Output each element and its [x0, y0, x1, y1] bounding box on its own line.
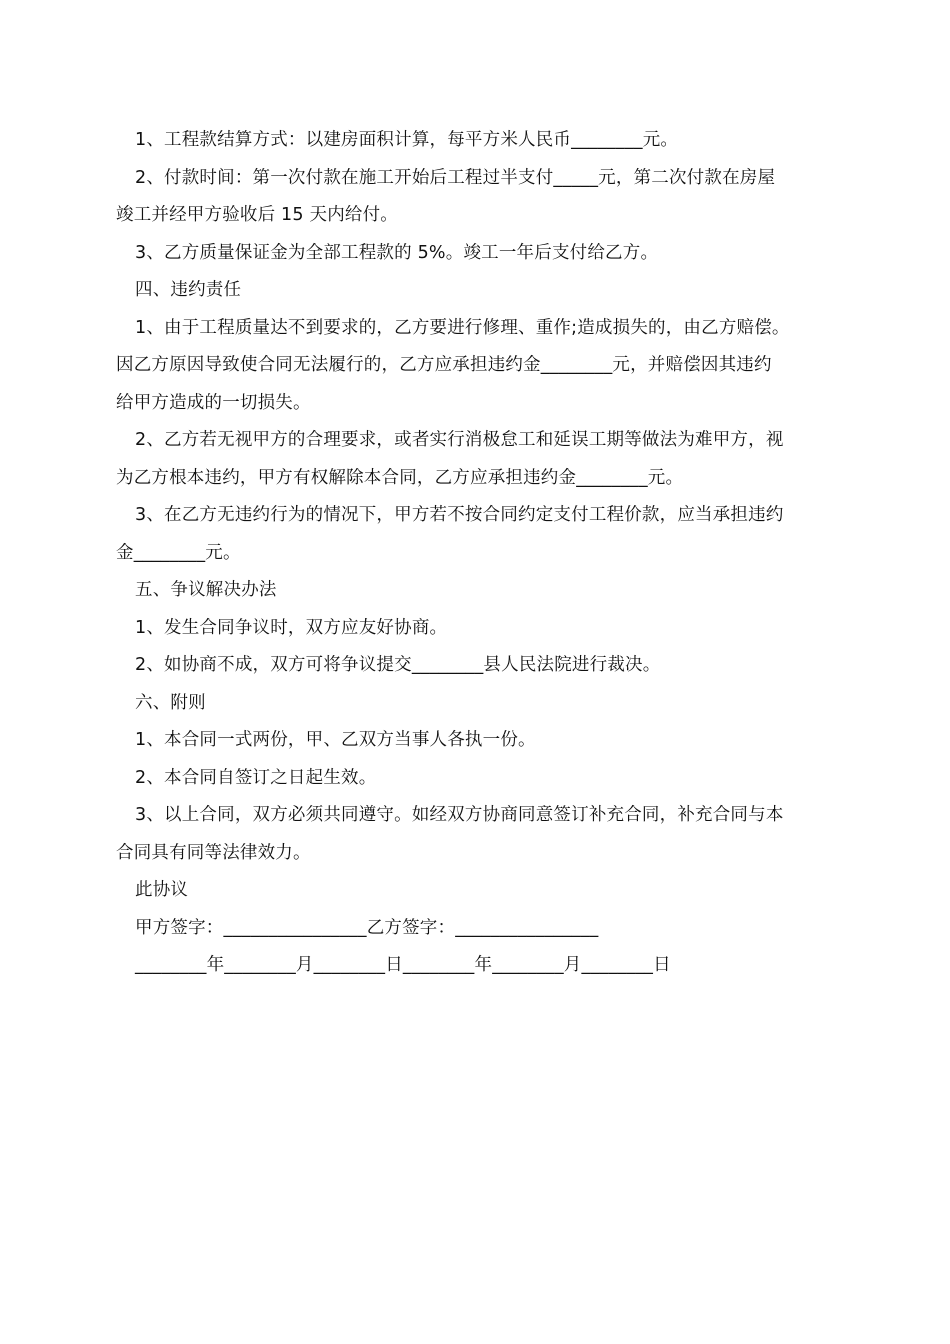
clause-supplementary-1: 1、本合同一式两份，甲、乙双方当事人各执一份。: [135, 730, 536, 750]
clause-payment-time-cont: 竣工并经甲方验收后 15 天内给付。: [116, 205, 398, 225]
clause-liability-1: 1、由于工程质量达不到要求的，乙方要进行修理、重作;造成损失的，由乙方赔偿。: [135, 317, 790, 338]
date-line: ________年________月________日________年________月________日: [135, 955, 671, 975]
clause-payment-method: 1、工程款结算方式：以建房面积计算，每平方米人民币________元。: [135, 130, 679, 150]
clause-supplementary-3: 3、以上合同，双方必须共同遵守。如经双方协商同意签订补充合同，补充合同与本: [135, 805, 784, 825]
clause-payment-time: 2、付款时间：第一次付款在施工开始后工程过半支付_____元，第二次付款在房屋: [135, 167, 776, 188]
clause-liability-3: 3、在乙方无违约行为的情况下，甲方若不按合同约定支付工程价款，应当承担违约: [135, 505, 784, 525]
clause-liability-2: 2、乙方若无视甲方的合理要求，或者实行消极怠工和延误工期等做法为难甲方，视: [135, 430, 784, 450]
clause-liability-1-cont: 因乙方原因导致使合同无法履行的，乙方应承担违约金________元，并赔偿因其违约: [116, 355, 772, 375]
agreement-closing: 此协议: [135, 880, 189, 900]
clause-supplementary-3-cont: 合同具有同等法律效力。: [116, 842, 311, 863]
clause-dispute-1: 1、发生合同争议时，双方应友好协商。: [135, 617, 448, 638]
section-heading-supplementary: 六、附则: [135, 692, 206, 713]
section-heading-dispute: 五、争议解决办法: [135, 580, 277, 600]
clause-liability-2-cont: 为乙方根本违约，甲方有权解除本合同，乙方应承担违约金________元。: [116, 467, 684, 488]
contract-body: [116, 122, 842, 985]
section-heading-liability: 四、违约责任: [135, 280, 242, 300]
signature-line: 甲方签字：________________乙方签字：________________: [135, 917, 599, 938]
clause-warranty-deposit: 3、乙方质量保证金为全部工程款的 5%。竣工一年后支付给乙方。: [135, 242, 659, 263]
clause-liability-3-cont: 金________元。: [116, 542, 241, 563]
clause-dispute-2: 2、如协商不成，双方可将争议提交________县人民法院进行裁决。: [135, 655, 661, 675]
clause-liability-1-end: 给甲方造成的一切损失。: [116, 392, 311, 413]
clause-supplementary-2: 2、本合同自签订之日起生效。: [135, 767, 377, 788]
